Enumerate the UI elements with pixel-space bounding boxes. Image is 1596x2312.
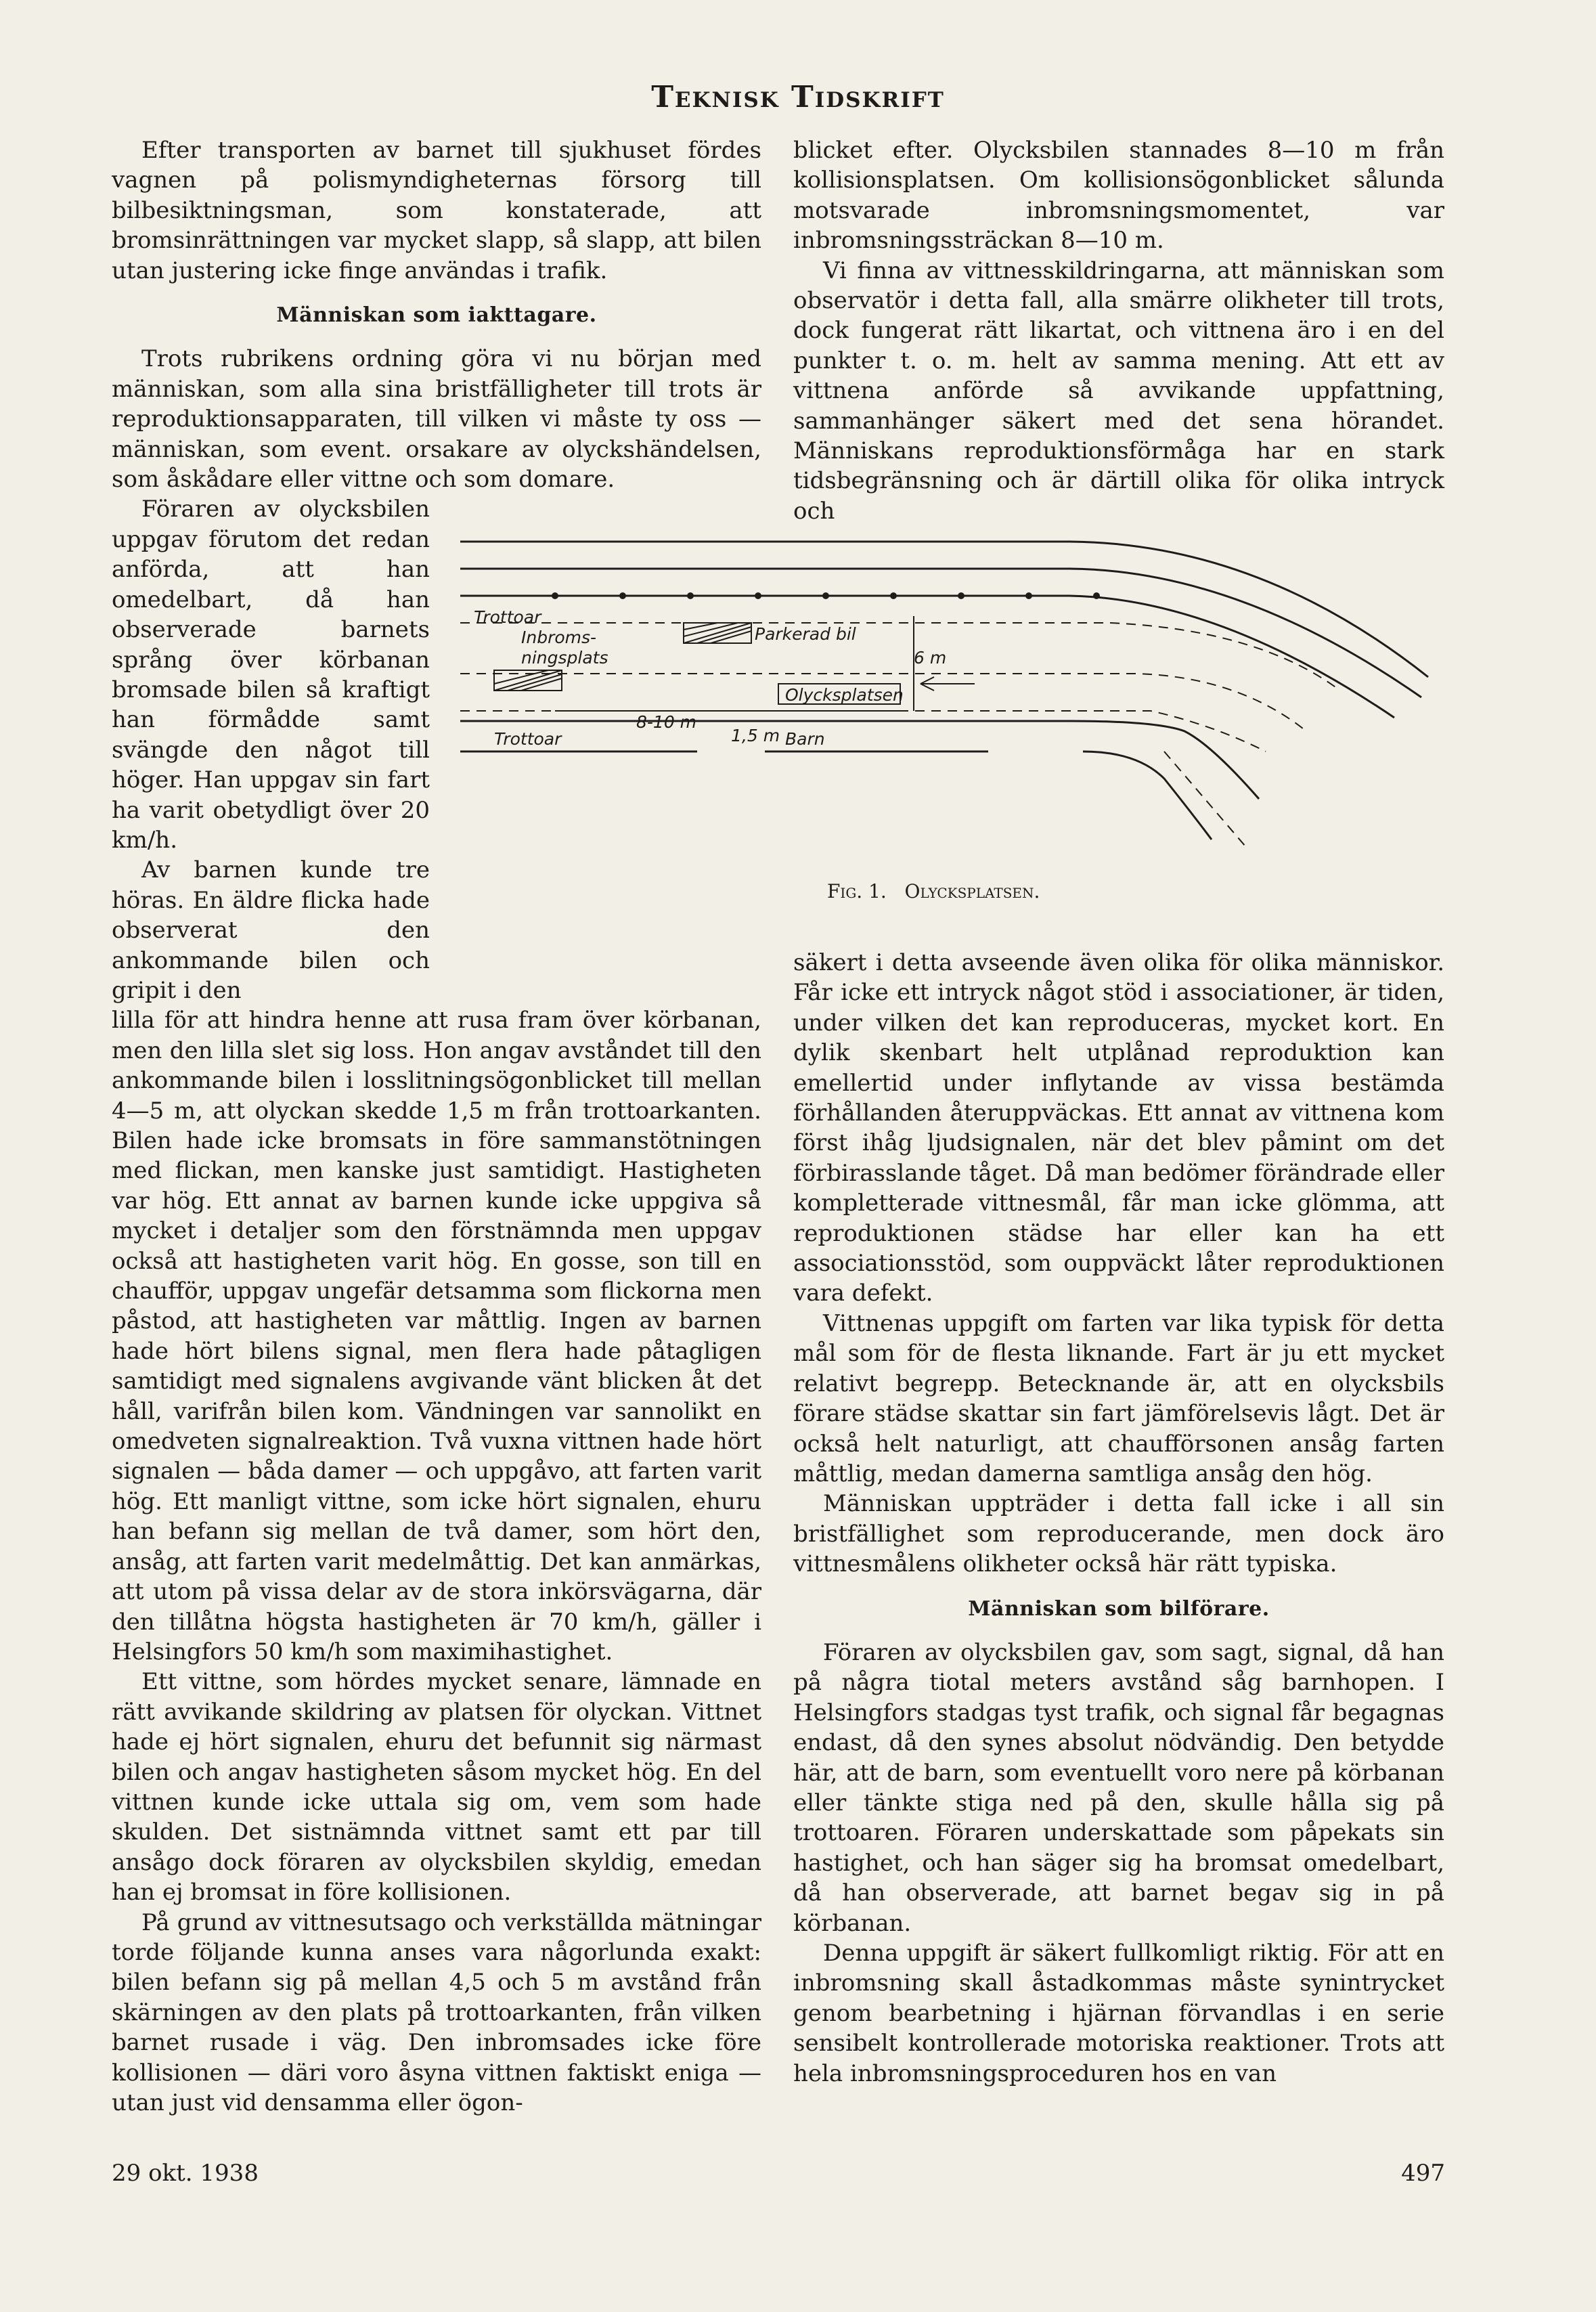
paragraph: Vi finna av vittnesskildringarna, att människan som observatör i detta fall, alla smärre olikheter till trots, dock fungerat rätt likartat, och vittnena äro i en del punkter t. o. m. helt av samma mening. Att ett av vittnena anförde så avvikande uppfattning, sammanhänger säkert med det sena hörandet. Människans reproduktionsförmåga har en stark tidsbegränsning och är därtill olika för olika intryck och [793, 257, 1444, 525]
section-heading: Människan som bilförare. [968, 1596, 1270, 1621]
parkerad-bil-label: Parkerad bil [755, 624, 856, 644]
paragraph: lilla för att hindra henne att rusa fram över körbanan, men den lilla slet sig loss. Hon angav avståndet till den ankommande bilen i losslitningsögonblicket till mellan 4—5 m, att olyckan skedde 1,5 m från trottoarkanten. Bilen hade icke bromsats in före sammanstötningen med flickan, men kanske just samtidigt. Hastigheten var hög. Ett annat av barnen kunde icke uppgiva så mycket i detaljer som den förstnämnda men uppgav också att hastigheten varit hög. En gosse, son till en chaufför, uppgav ungefär detsamma som flickorna men påstod, att hastigheten var måttlig. Ingen av barnen hade hört bilens signal, men flera hade påtagligen samtidigt med signalens avgivande vänt blicken åt det håll, varifrån bilen kom. Vändningen var sannolikt en omedveten signalreaktion. Två vuxna vittnen hade hört signalen — båda damer — och uppgåvo, att farten varit hög. Ett manligt vittne, som icke hört signalen, ehuru han befann sig mellan de två damer, som hört den, ansåg, att farten varit medelmåttig. Det kan anmärkas, att utom på vissa delar av de stora inkörsvägarna, där den tillåtna högsta hastigheten är 70 km/h, gäller i Helsingfors 50 km/h som maximihastighet. [112, 1007, 761, 1665]
footer-date: 29 okt. 1938 [112, 2160, 259, 2187]
road-diagram [460, 528, 1442, 867]
road-edge-curve [1083, 751, 1212, 839]
figure-caption-text: Olycksplatsen. [904, 880, 1040, 902]
paragraph: Trots rubrikens ordning göra vi nu början med människan, som alla sina bristfälligheter till trots är reproduktionsapparaten, till vilken vi måste ty oss — människan, som event. orsakare av olyckshändelsen, som åskådare eller vittne och som domare. [112, 345, 761, 494]
right-column-bottom [793, 948, 1444, 2089]
left-column [112, 135, 761, 2118]
accident-site-figure [460, 528, 1442, 907]
parked-car-hatching [684, 623, 751, 643]
figure-caption [827, 880, 1040, 902]
page-number: 497 [1401, 2160, 1445, 2187]
post-marker [1025, 592, 1032, 599]
one-five-m-label: 1,5 m [731, 726, 780, 745]
paragraph: blicket efter. Olycksbilen stannades 8—10 m från kollisionsplatsen. Om kollisionsögonblicket sålunda motsvarade inbromsningsmomentet, var inbromsningssträckan 8—10 m. [793, 137, 1444, 255]
section-heading: Människan som iakttagare. [276, 303, 597, 328]
paragraph: Efter transporten av barnet till sjukhuset fördes vagnen på polismyndigheternas försorg till bilbesiktningsman, som konstaterade, att bromsinrättningen var mycket slapp, så slapp, att bilen utan justering icke finge användas i trafik. [112, 137, 761, 284]
paragraph: Denna uppgift är säkert fullkomligt riktig. För att en inbromsning skall åstadkommas måste synintrycket genom bearbetning i hjärnan förvandlas i en serie sensibelt kontrollerade motoriska reaktioner. Trots att hela inbromsningsproceduren hos en van [793, 1940, 1444, 2087]
figure-number: Fig. 1. [827, 880, 887, 902]
paragraph: Ett vittne, som hördes mycket senare, lämnade en rätt avvikande skildring av platsen för olyckan. Vittnet hade ej hört signalen, ehuru det befunnit sig närmast bilen och angav hastigheten såsom mycket hög. En del vittnen kunde icke uttala sig om, vem som hade skulden. Det sistnämnda vittnet samt ett par till ansågo dock föraren av olycksbilen skyldig, emedan han ej bromsat in före kollisionen. [112, 1668, 761, 1906]
paragraph: Människan uppträder i detta fall icke i all sin bristfällighet som reproducerande, men dock äro vittnesmålens olikheter också här rätt typiska. [793, 1490, 1444, 1578]
six-m-label: 6 m [914, 648, 947, 668]
post-marker [687, 592, 694, 599]
post-marker [619, 592, 626, 599]
right-column-top [793, 135, 1444, 526]
inbromsningsplats-label-2: ningsplats [521, 648, 608, 668]
lane-line-3 [460, 711, 1266, 751]
post-marker [552, 592, 558, 599]
post-marker [1093, 592, 1100, 599]
eight-ten-m-label: 8-10 m [636, 712, 697, 732]
barn-label: Barn [785, 729, 825, 749]
post-marker [890, 592, 897, 599]
curb-line-bottom [460, 721, 1259, 799]
trottoar-top-label: Trottoar [474, 607, 541, 627]
post-marker [958, 592, 965, 599]
curb-line-2 [460, 569, 1421, 697]
paragraph: Föraren av olycksbilen gav, som sagt, signal, då han på några tiotal meters avstånd såg barnhopen. I Helsingfors stadgas tyst trafik, och signal får begagnas endast, då den synes absolut nödvändig. Den betydde här, att de barn, som eventuellt voro nere på körbanan eller tänkte stiga ned på den, skulle hålla sig på trottoaren. Föraren underskattade som påpekats sin hastighet, och han säger sig ha bromsat omedelbart, då han observerade, att barnet begav sig in på körbanan. [793, 1638, 1444, 1937]
inbromsningsplats-label-1: Inbroms- [521, 628, 597, 647]
paragraph: På grund av vittnesutsago och verkställda mätningar torde följande kunna anses vara någorlunda exakt: bilen befann sig på mellan 4,5 och 5 m avstånd från skärningen av den plats på trottoarkanten, från vilken barnet rusade i väg. Den inbromsades icke före kollisionen — däri voro åsyna vittnen faktiskt eniga — utan just vid densamma eller ögon- [112, 1909, 761, 2116]
paragraph: Av barnen kunde tre höras. En äldre flicka hade observerat den ankommande bilen och gripit i den [112, 856, 430, 1004]
paragraph: Föraren av olycksbilen uppgav förutom det redan anförda, att han omedelbart, då han observerade barnets språng över körbanan bromsade bilen så kraftigt han förmådde samt svängde den något till höger. Han uppgav sin fart ha varit obetydligt över 20 km/h. [112, 496, 430, 854]
paragraph: Vittnenas uppgift om farten var lika typisk för detta mål som för de flesta liknande. Fart är ju ett mycket relativt begrepp. Betecknande är, att en olycksbils förare städse skattar sin fart jämförelsevis lågt. Det är också helt naturligt, att chaufförsonen ansåg farten måttlig, medan damerna samtliga ansåg den hög. [793, 1309, 1444, 1487]
direction-arrow [921, 677, 975, 691]
journal-header: Teknisk Tidskrift [651, 80, 945, 114]
trottoar-bottom-label: Trottoar [494, 729, 562, 749]
olycksplatsen-label: Olycksplatsen [785, 685, 904, 705]
post-marker [822, 592, 829, 599]
paragraph: säkert i detta avseende även olika för olika människor. Får icke ett intryck något stöd i associationer, är tiden, under vilken det kan reproduceras, mycket kort. En dylik skenbart helt utplånad reproduktion kan emellertid under inflytande av vissa bestämda förhållanden återuppväckas. Ett annat av vittnena kom först ihåg ljudsignalen, när det blev påmint om det förbirasslande tåget. Då man bedömer förändrade eller kompletterade vittnesmål, får man icke glömma, att reproduktionen städse har eller kan ha ett associationsstöd, som ouppväckt låter reproduktionen vara defekt. [793, 949, 1444, 1307]
post-marker [755, 592, 761, 599]
